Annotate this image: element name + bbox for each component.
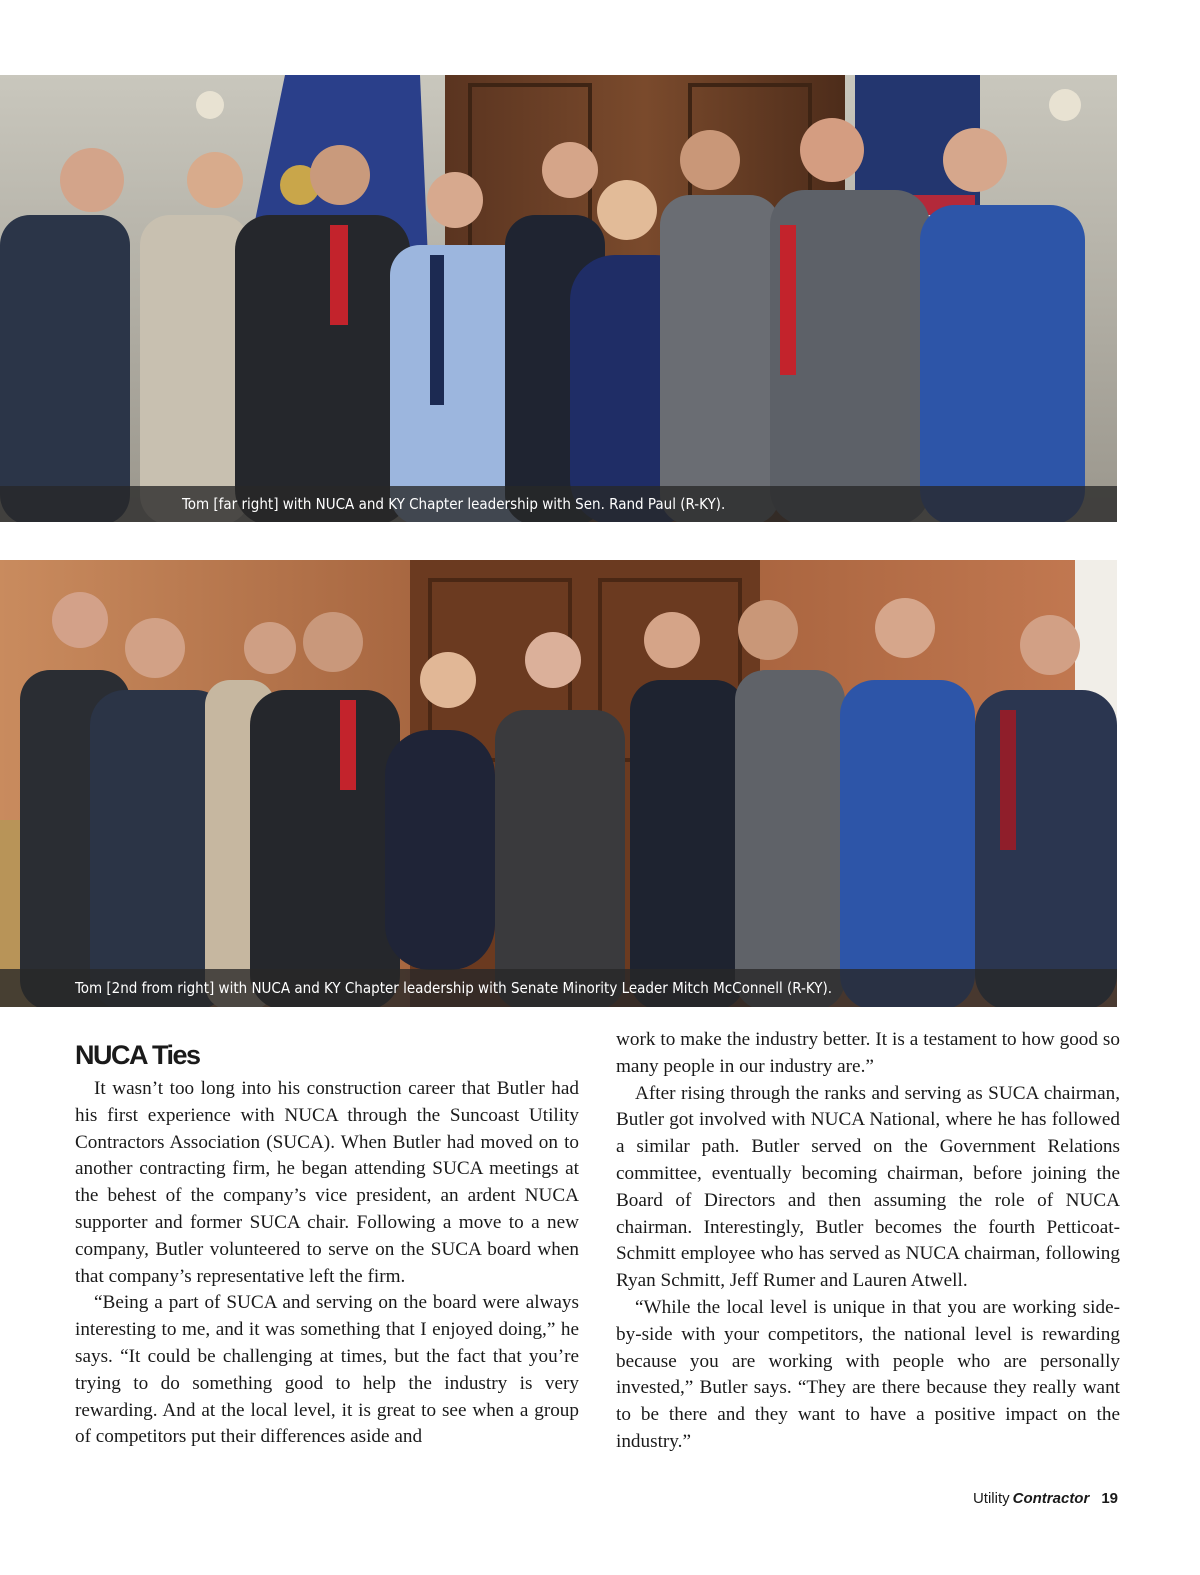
photo-caption: Tom [far right] with NUCA and KY Chapter leadership with Sen. Rand Paul (R-KY). (0, 486, 1117, 522)
paragraph: After rising through the ranks and serving as SUCA chairman, Butler got involved with NUCA National, where he has followed a similar path. Butler served on the Government Relations committee, eventually becoming chairman, before joining the Board of Directors and then assuming the role of NUCA chairman. Interestingly, Butler becomes the fourth Petticoat-Schmitt employee who has served as NUCA chairman, following Ryan Schmitt, Jeff Rumer and Lauren Atwell. (616, 1082, 1120, 1292)
article-column-right (616, 1027, 1120, 1456)
paragraph: “While the local level is unique in that you are working side-by-side with your competitors, the national level is rewarding because you are working with people who are personally invested,” Butler says. “They are there because they really want to be there and they want to have a positive impact on the industry.” (616, 1296, 1120, 1452)
section-heading: NUCA Ties (75, 1040, 200, 1070)
paragraph: work to make the industry better. It is a testament to how good so many people in our industry are.” (616, 1029, 1120, 1077)
publication-name-part1: Utility (972, 1490, 1010, 1507)
group-photo-illustration (0, 75, 1117, 522)
article-column-left (75, 1038, 579, 1451)
photo-rand-paul-group (0, 75, 1117, 522)
page-footer (973, 1490, 1118, 1507)
paragraph: It wasn’t too long into his construction career that Butler had his first experience with NUCA through the Suncoast Utility Contractors Association (SUCA). When Butler had moved on to another contracting firm, he began attending SUCA meetings at the behest of the company’s vice president, an ardent NUCA supporter and former SUCA chair. Following a move to a new company, Butler volunteered to serve on the SUCA board when that company’s representative left the firm. (75, 1078, 579, 1287)
publication-name-part2: Contractor (1012, 1490, 1090, 1507)
group-photo-illustration (0, 560, 1117, 1007)
paragraph: “Being a part of SUCA and serving on the board were always interesting to me, and it was something that I enjoyed doing,” he says. “It could be challenging at times, but the fact that you’re trying to do something good to help the industry is very rewarding. And at the local level, it is great to see when a group of competitors put their differences aside and (75, 1292, 579, 1448)
page-number: 19 (1101, 1490, 1118, 1507)
photo-mcconnell-group (0, 560, 1117, 1007)
photo-caption: Tom [2nd from right] with NUCA and KY Chapter leadership with Senate Minority Leader Mitch McConnell (R-KY). (0, 969, 1117, 1007)
